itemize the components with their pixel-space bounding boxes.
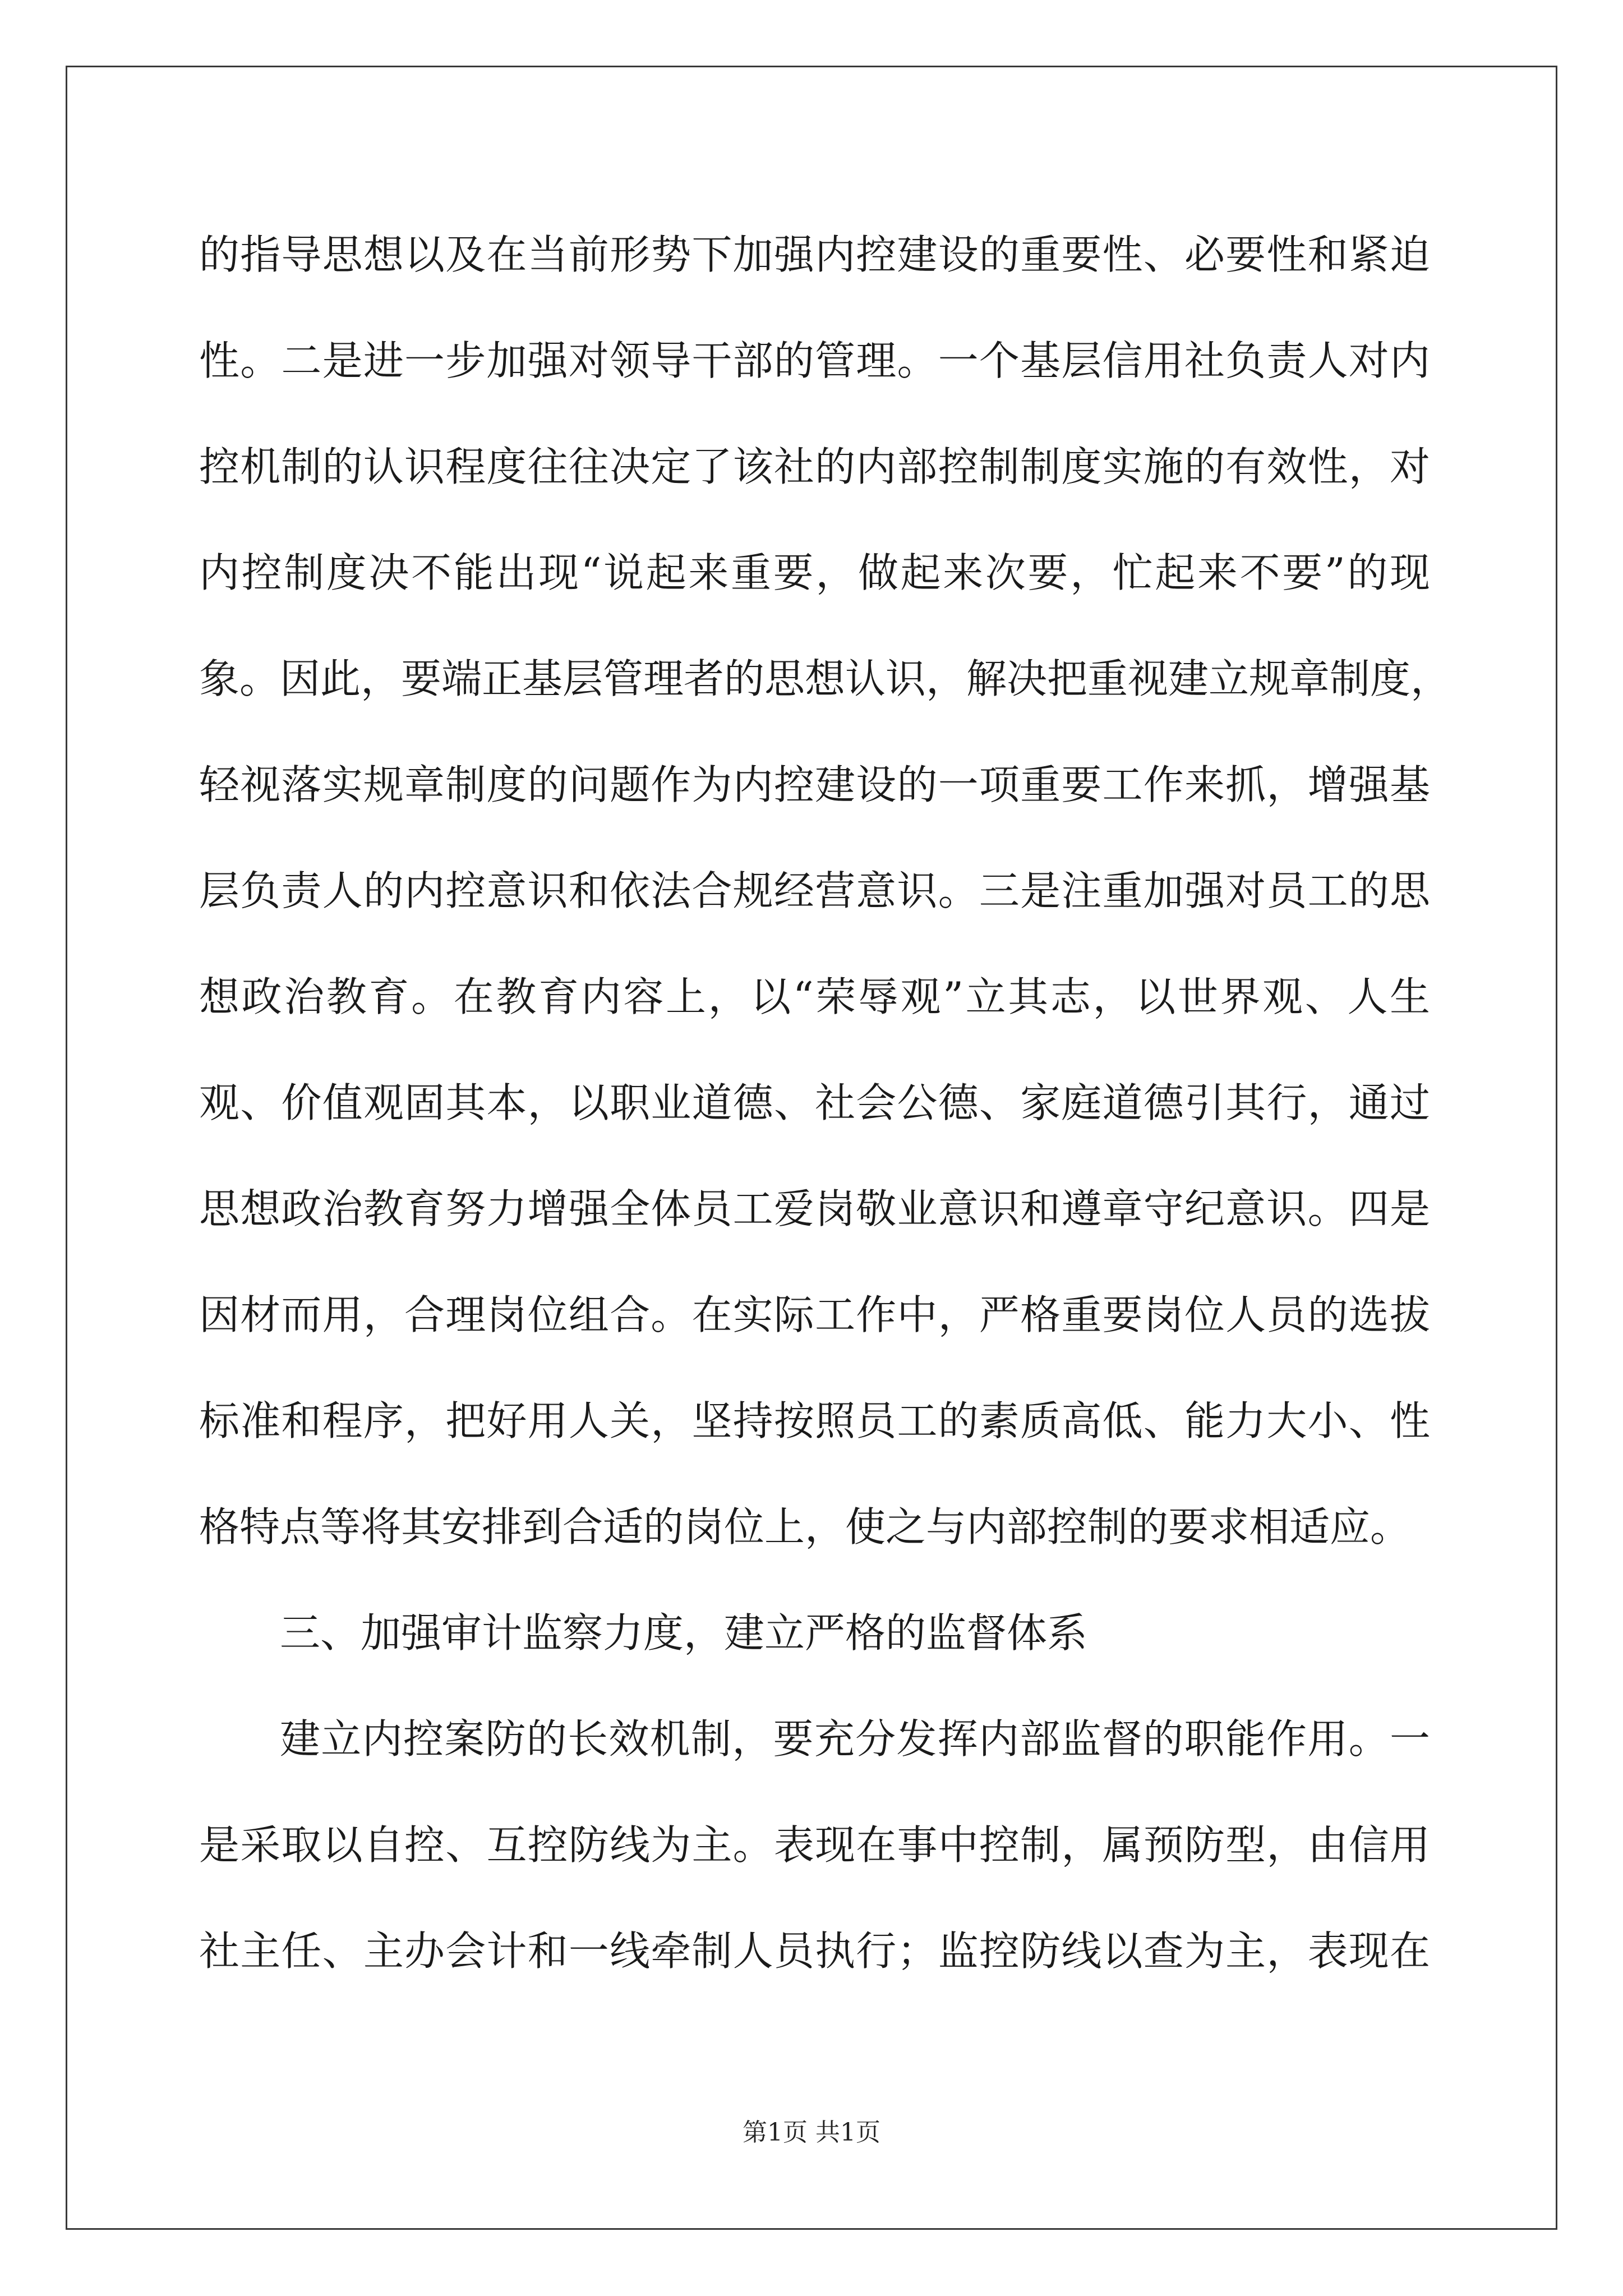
text-line: 社主任、主办会计和一线牵制人员执行；监控防线以查为主，表现在 bbox=[199, 1927, 1430, 1975]
text-line: 性。二是进一步加强对领导干部的管理。一个基层信用社负责人对内 bbox=[199, 337, 1430, 384]
text-line: 因材而用，合理岗位组合。在实际工作中，严格重要岗位人员的选拔 bbox=[199, 1291, 1430, 1338]
text-line: 内控制度决不能出现“说起来重要，做起来次要，忙起来不要”的现 bbox=[199, 549, 1430, 596]
text-line: 象。因此，要端正基层管理者的思想认识，解决把重视建立规章制度， bbox=[199, 655, 1451, 702]
text-line: 观、价值观固其本，以职业道德、社会公德、家庭道德引其行，通过 bbox=[199, 1079, 1430, 1126]
text-line: 层负责人的内控意识和依法合规经营意识。三是注重加强对员工的思 bbox=[199, 867, 1430, 914]
page-number: 第1页 共1页 bbox=[743, 2118, 880, 2147]
document-body bbox=[199, 202, 1451, 2004]
text-line: 是采取以自控、互控防线为主。表现在事中控制，属预防型，由信用 bbox=[199, 1821, 1430, 1869]
text-line: 控机制的认识程度往往决定了该社的内部控制制度实施的有效性，对 bbox=[199, 443, 1430, 490]
text-line: 想政治教育。在教育内容上，以“荣辱观”立其志，以世界观、人生 bbox=[199, 973, 1430, 1020]
text-line: 轻视落实规章制度的问题作为内控建设的一项重要工作来抓，增强基 bbox=[199, 761, 1430, 808]
text-line: 的指导思想以及在当前形势下加强内控建设的重要性、必要性和紧迫 bbox=[199, 231, 1430, 278]
text-line: 思想政治教育努力增强全体员工爱岗敬业意识和遵章守纪意识。四是 bbox=[199, 1185, 1430, 1232]
text-line: 建立内控案防的长效机制，要充分发挥内部监督的职能作用。一 bbox=[280, 1715, 1430, 1763]
text-line: 格特点等将其安排到合适的岗位上，使之与内部控制的要求相适应。 bbox=[199, 1503, 1411, 1550]
text-line: 标准和程序，把好用人关，坚持按照员工的素质高低、能力大小、性 bbox=[199, 1397, 1430, 1444]
section-heading: 三、加强审计监察力度，建立严格的监督体系 bbox=[280, 1609, 1088, 1657]
